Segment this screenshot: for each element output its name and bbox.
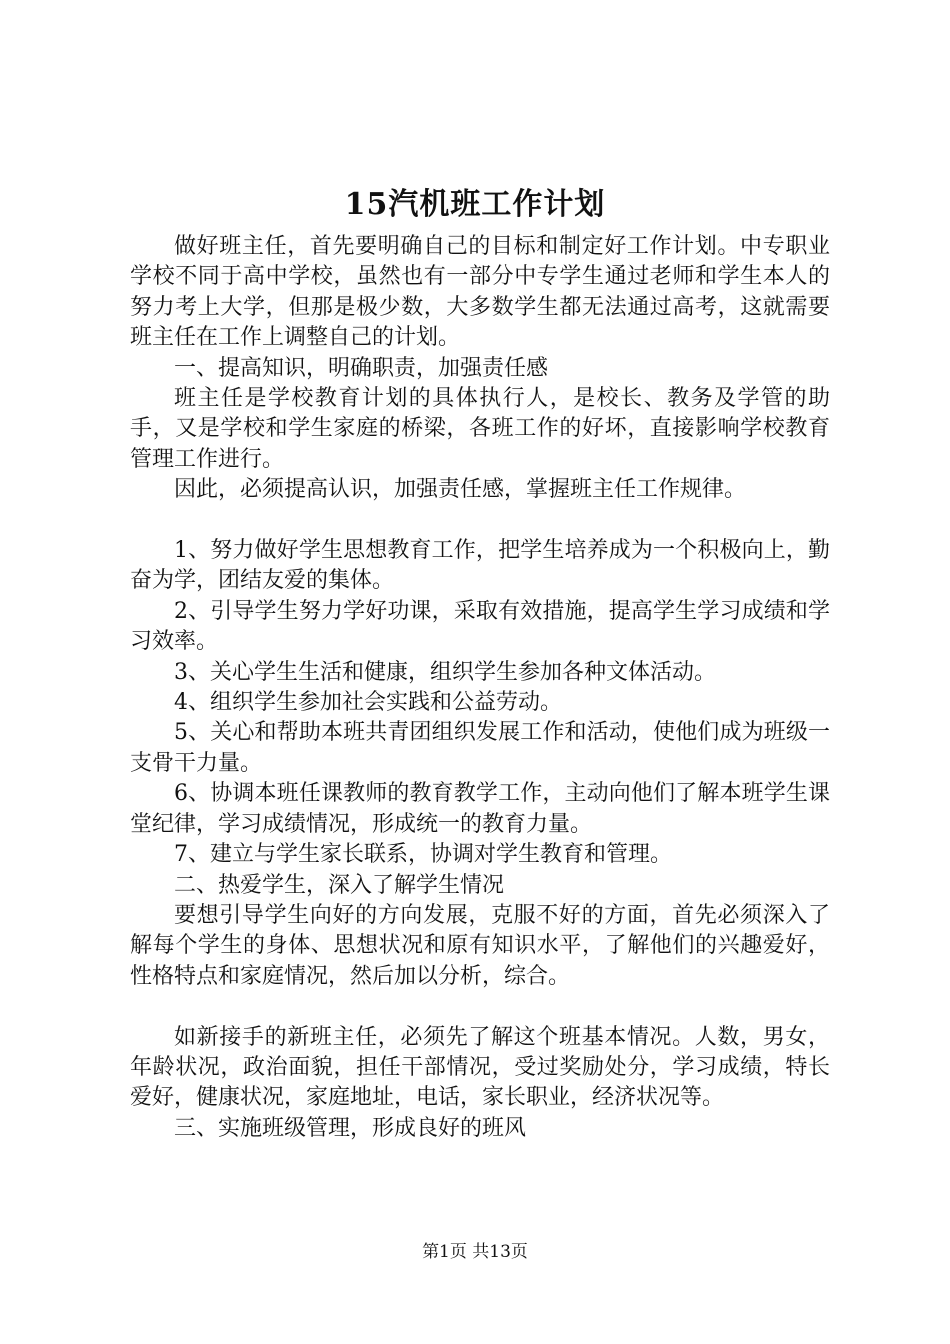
paragraph-role: 班主任是学校教育计划的具体执行人，是校长、教务及学管的助手，又是学校和学生家庭的桥梁，各班工作的好坏，直接影响学校教育管理工作进行。 (130, 386, 830, 472)
list-item-7: 7、建立与学生家长联系，协调对学生教育和管理。 (174, 842, 672, 868)
list-item-2: 2、引导学生努力学好功课，采取有效措施，提高学生学习成绩和学习效率。 (130, 598, 830, 655)
list-item-3: 3、关心学生生活和健康，组织学生参加各种文体活动。 (174, 659, 716, 685)
paragraph-intro: 做好班主任，首先要明确自己的目标和制定好工作计划。中专职业学校不同于高中学校，虽然也有一部分中专学生通过老师和学生本人的努力考上大学，但那是极少数，大多数学生都无法通过高考，这就需要班主任在工作上调整自己的计划。 (130, 234, 830, 351)
document-title: 15汽机班工作计划 (344, 187, 606, 222)
paragraph-new-teacher: 如新接手的新班主任，必须先了解这个班基本情况。人数，男女，年龄状况，政治面貌，担任干部情况，受过奖励处分，学习成绩，特长爱好，健康状况，家庭地址，电话，家长职业，经济状况等。 (130, 1024, 830, 1111)
section-heading-2: 二、热爱学生，深入了解学生情况 (174, 872, 505, 898)
paragraph-understand: 要想引导学生向好的方向发展，克服不好的方面，首先必须深入了解每个学生的身体、思想状况和原有知识水平，了解他们的兴趣爱好，性格特点和家庭情况，然后加以分析，综合。 (130, 902, 830, 989)
list-item-6: 6、协调本班任课教师的教育教学工作，主动向他们了解本班学生课堂纪律，学习成绩情况，形成统一的教育力量。 (130, 781, 830, 837)
page-footer: 第1页 共13页 (422, 1242, 528, 1262)
blank-line (130, 992, 830, 1022)
list-item-4: 4、组织学生参加社会实践和公益劳动。 (174, 690, 562, 716)
paragraph-therefore: 因此，必须提高认识，加强责任感，掌握班主任工作规律。 (174, 477, 747, 503)
section-heading-1: 一、提高知识，明确职责，加强责任感 (174, 355, 549, 381)
list-item-1: 1、努力做好学生思想教育工作，把学生培养成为一个积极向上，勤奋为学，团结友爱的集体。 (130, 538, 830, 594)
blank-line (130, 506, 830, 536)
document-body (130, 232, 830, 1144)
list-item-5: 5、关心和帮助本班共青团组织发展工作和活动，使他们成为班级一支骨干力量。 (130, 720, 830, 776)
section-heading-3: 三、实施班级管理，形成良好的班风 (174, 1115, 527, 1141)
